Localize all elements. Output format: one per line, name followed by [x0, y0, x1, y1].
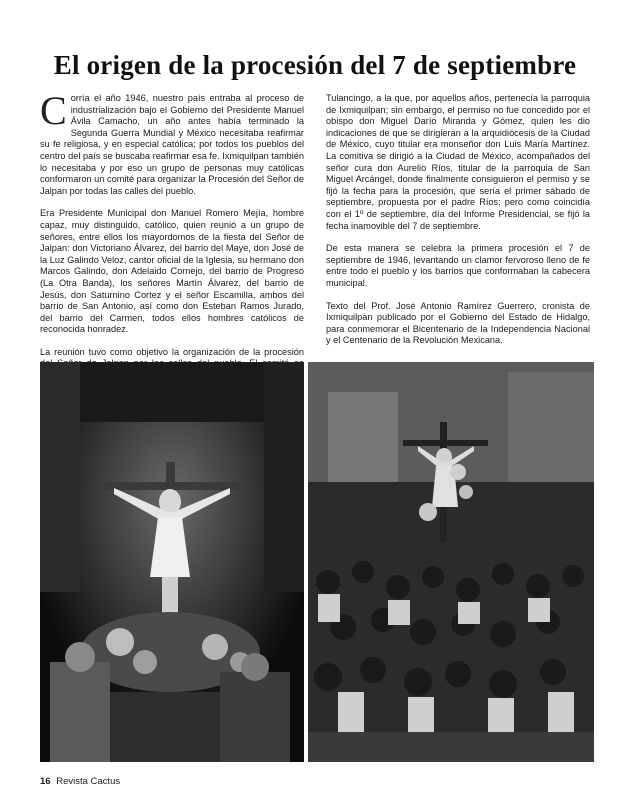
- left-text-column: [40, 88, 304, 393]
- page-footer: [40, 776, 120, 787]
- paragraph-intro-text: orría el año 1946, nuestro país entraba al proceso de industrialización bajo el Gobierno del Presidente Manuel Ávila Camacho, un año antes había terminado la Segunda Guerra Mundial y México necesitaba reafirmar su fe religiosa, y en especial católica; por todos los pueblos del centro del país se buscaba reafirmar esa fe. Ixmiquilpan también lo necesitaba y por eso un grupo de personas muy católicas conformaron un comité para organizar la Procesión del Señor de Jalpan por todas las calles del pueblo.: [40, 93, 304, 196]
- procession-photo-crowd: [308, 362, 594, 762]
- article-title: El origen de la procesión del 7 de septiembre: [53, 50, 577, 80]
- page-number: 16: [40, 776, 51, 787]
- paragraph-intro: [40, 88, 304, 197]
- paragraph-committee: Era Presidente Municipal don Manuel Romero Mejía, hombre capaz, muy distinguido, católico, quien reunió a un grupo de señores, entre ellos los mayordomos de la fiesta del Señor de Jalpan: don Victoriano Álvarez, del barrio del Maye, don José de la Luz Galindo Veloz, cantor oficial de la Iglesia, su hermano don Marcos Galindo, don Adelaido Cornejo, del barrio de Progreso (La Otra Banda), los señores Martín Álvarez, del barrio de Jesús, don Saturnino Cortez y el señor Escamilla, ambos del barrio de San Antonio, así como don Esteban Ramos Jurado, del barrio del Carmen, todos ellos hombres católicos de reconocida honradez.: [40, 208, 304, 335]
- procession-photo-right-art: [308, 362, 594, 762]
- procession-photo-crucifix: [40, 362, 304, 762]
- paragraph-credit: Texto del Prof. José Antonio Ramírez Guerrero, cronista de Ixmiquilpan publicado por el Gobierno del Estado de Hidalgo, para conmemorar el Bicentenario de la Independencia Nacional y el Centenario de la Revolución Mexicana.: [326, 300, 590, 346]
- drop-cap: C: [40, 88, 67, 133]
- publication-name: Revista Cactus: [56, 776, 121, 787]
- procession-photo-left-art: [40, 362, 304, 762]
- paragraph-first-procession: De esta manera se celebra la primera procesión el 7 de septiembre de 1946, levantando un clamor fervoroso lleno de fe entre todo el pueblo y los barrios que conformaban la cabecera municipal.: [326, 243, 590, 288]
- photo-collage: [40, 362, 594, 762]
- right-text-column: [326, 93, 590, 358]
- paragraph-meeting: La reunión tuvo como objetivo la organización de la procesión: [40, 346, 304, 357]
- paragraph-permission: Tulancingo, a la que, por aquellos años, pertenecía la parroquia de Ixmiquilpan; sin embargo, el permiso no fue concedido por el obispo don Miguel Darío Miranda y Gómez, quien les dio indicaciones de que se dirigieran a la arquidiócesis de la Ciudad de México, cuyo titular era monseñor don Luis María Martínez. La comitiva se dirigió a la Ciudad de México, acompañados del señor cura don Aurelio Ríos, titular de la parroquia de San Miguel Arcángel, donde finalmente consiguieron el permiso y se fijó la fecha para la procesión, que sería el primer sábado de septiembre, propuesta por el padre Ríos; pero como coincidía con el 1º de septiembre, día del Informe Presidencial, se fijó la fecha inamovible del 7 de septiembre.: [326, 93, 590, 231]
